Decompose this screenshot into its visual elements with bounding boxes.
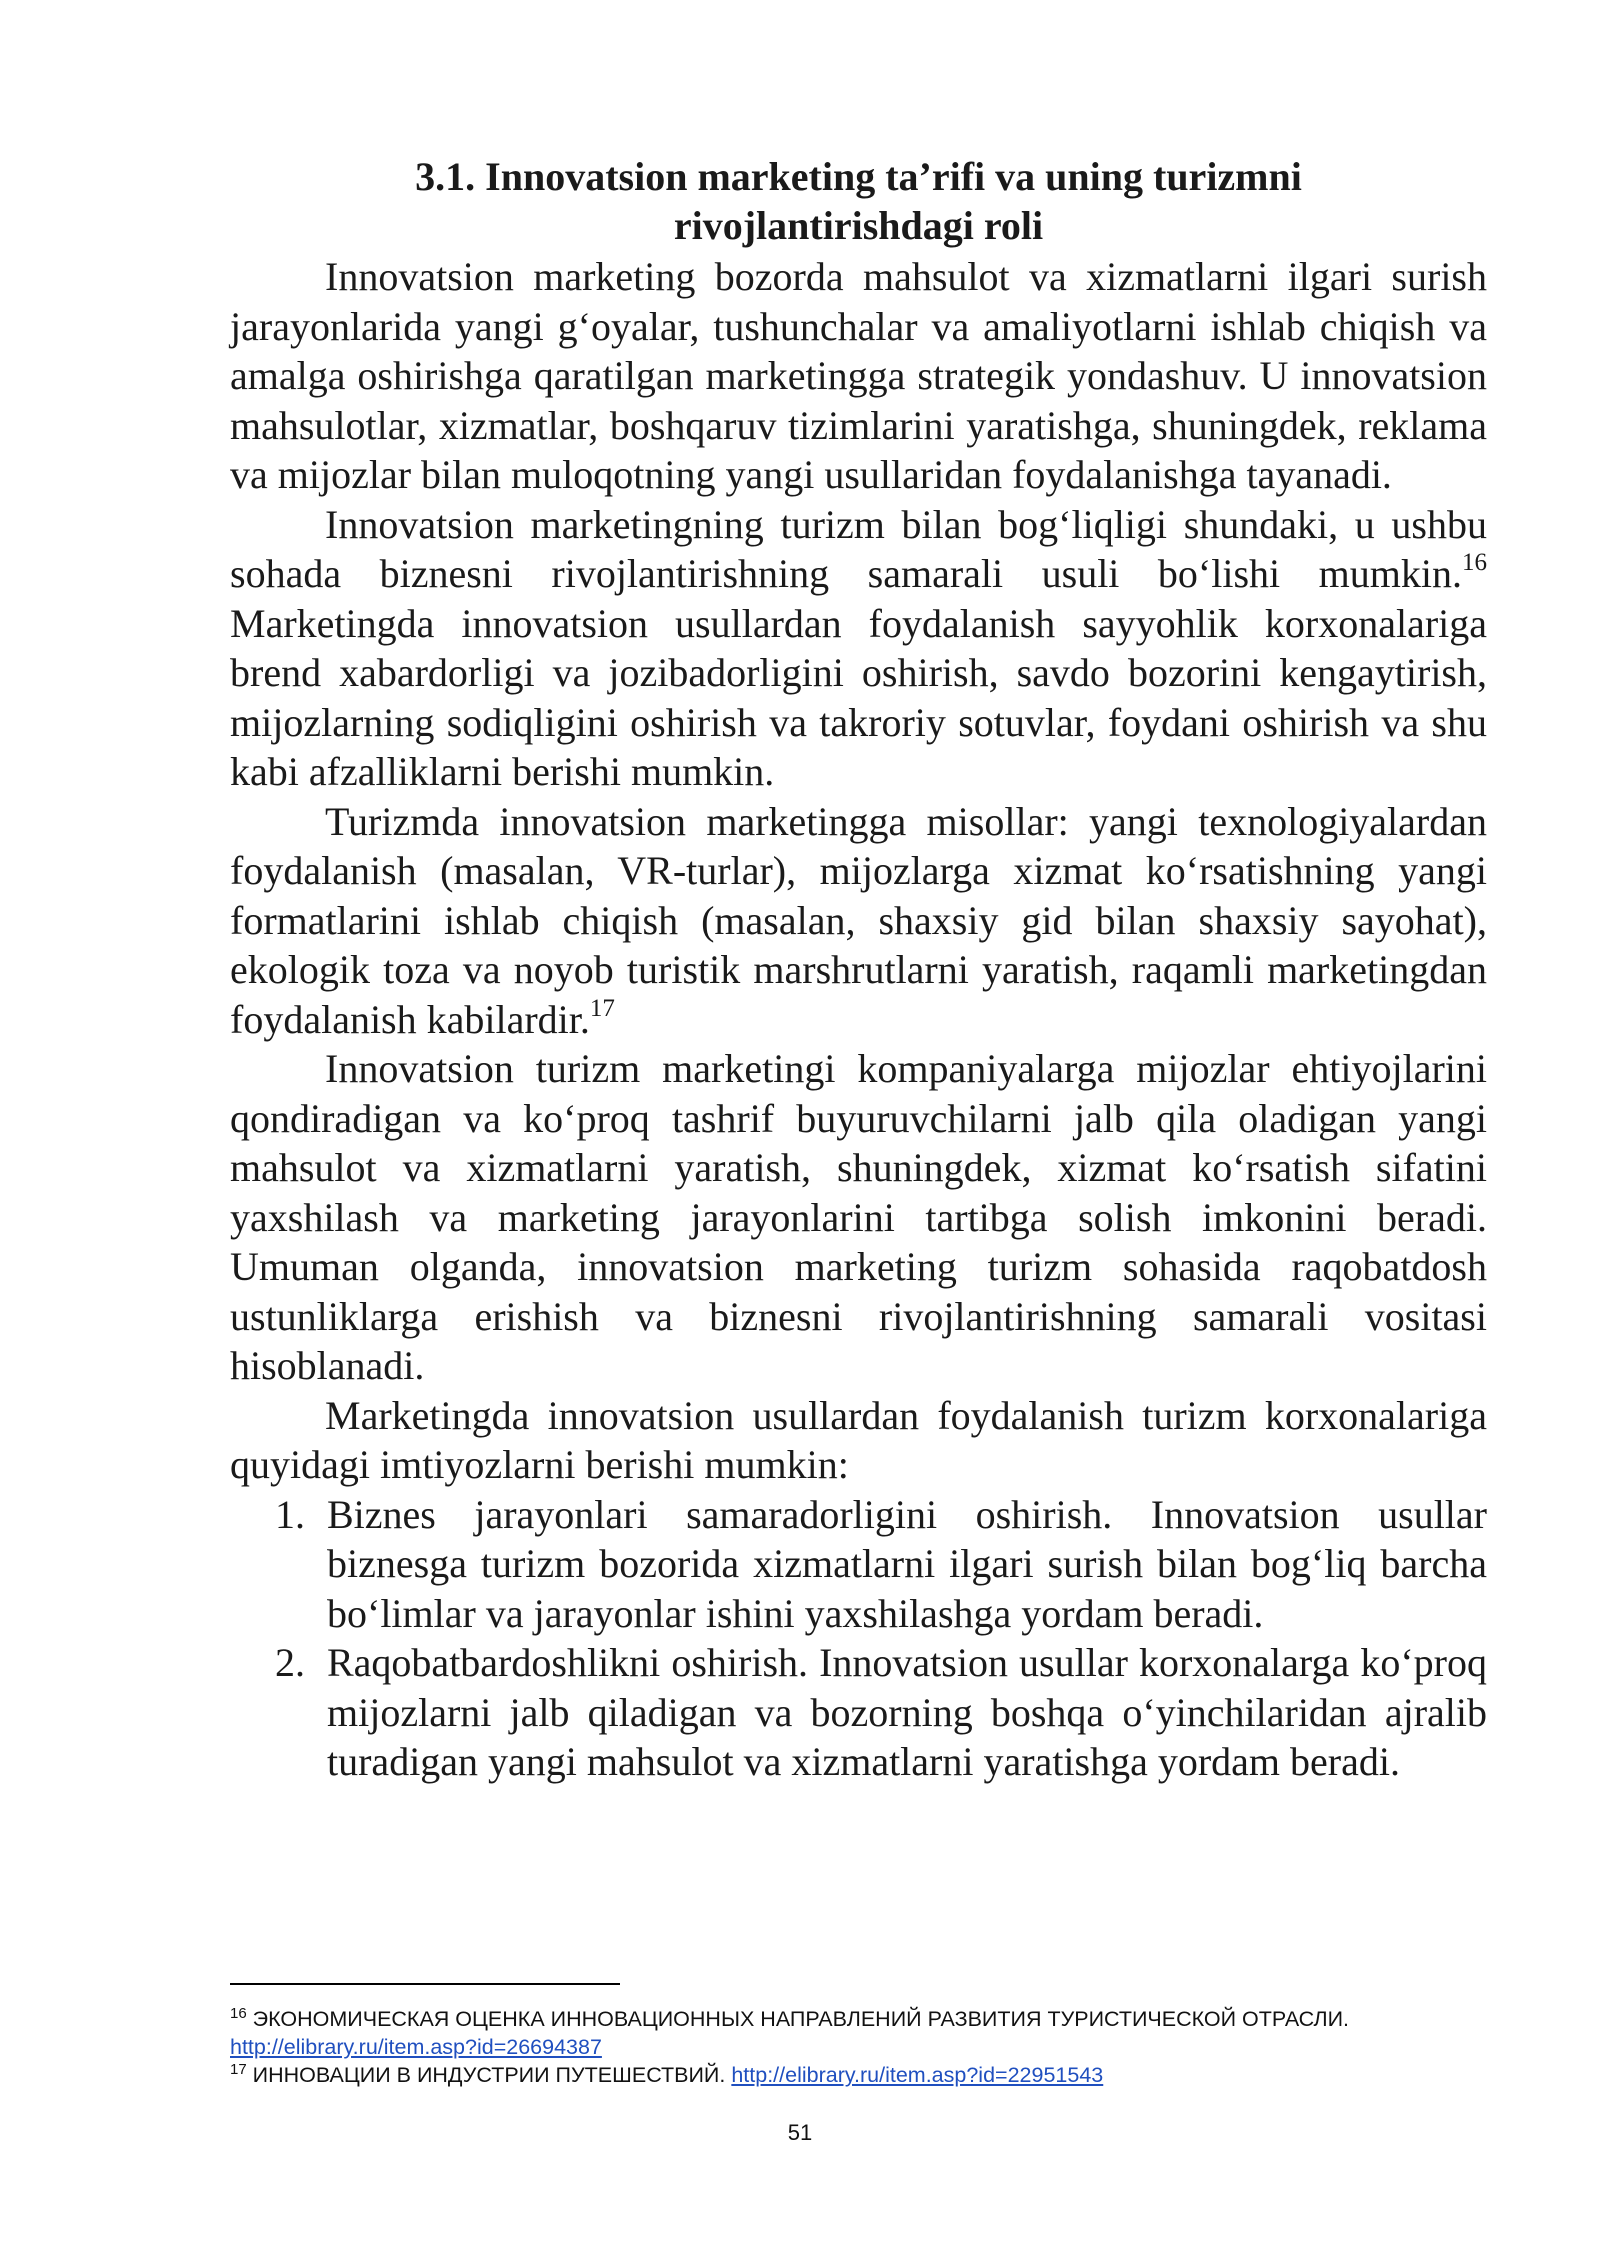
- paragraph-company-benefits: Innovatsion turizm marketingi kompaniyalarga mijozlar ehtiyojlarini qondiradigan va ko‘proq tashrif buyuruvchilarni jalb qila oladigan yangi mahsulot va xizmatlarni yaratish, shuningdek, xizmat ko‘rsatish sifatini yaxshilash va marketing jarayonlarini tartibga solish imkonini beradi. Umuman olganda, innovatsion marketing turizm sohasida raqobatdosh ustunliklarga erishish va biznesni rivojlantirishning samarali vositasi hisoblanadi.: [230, 1046, 1487, 1388]
- footnotes: [230, 1983, 1487, 2089]
- footnote-number: 17: [230, 2061, 247, 2078]
- footnote-ref-16[interactable]: 16: [1462, 549, 1487, 576]
- footnote-number: 16: [230, 2005, 247, 2022]
- paragraph-tourism-link-text-a: Innovatsion marketingning turizm bilan bog‘liqligi shundaki, u ushbu sohada biznesni rivojlantirishning samarali usuli bo‘lishi mumkin.: [230, 501, 1487, 596]
- paragraph-definition: Innovatsion marketing bozorda mahsulot va xizmatlarni ilgari surish jarayonlarida yangi g‘oyalar, tushunchalar va amaliyotlarni ishlab chiqish va amalga oshirishga qaratilgan marketingga strategik yondashuv. U innovatsion mahsulotlar, xizmatlar, boshqaruv tizimlarini yaratishga, shuningdek, reklama va mijozlar bilan muloqotning yangi usullaridan foydalanishga tayanadi.: [230, 254, 1487, 497]
- footnote-link[interactable]: http://elibrary.ru/item.asp?id=26694387: [230, 2035, 602, 2059]
- list-item-number: 1.: [275, 1491, 305, 1537]
- paragraph-benefits-intro: Marketingda innovatsion usullardan foydalanish turizm korxonalariga quyidagi imtiyozlarni berishi mumkin:: [230, 1392, 1487, 1487]
- paragraph-tourism-link-text-b: Marketingda innovatsion usullardan foydalanish sayyohlik korxonalariga brend xabardorligi va jozibadorligini oshirish, savdo bozorini kengaytirish, mijozlarning sodiqligini oshirish va takroriy sotuvlar, foydani oshirish va shu kabi afzalliklarni berishi mumkin.: [230, 600, 1487, 794]
- list-item: [230, 1490, 1487, 1639]
- paragraph-examples-text: Turizmda innovatsion marketingga misollar: yangi texnologiyalardan foydalanish (masalan, VR-turlar), mijozlarga xizmat ko‘rsatishning yangi formatlarini ishlab chiqish (masalan, shaxsiy gid bilan shaxsiy sayohat), ekologik toza va noyob turistik marshrutlarni yaratish, raqamli marketingdan foydalanish kabilardir.: [230, 798, 1487, 1042]
- footnote-16: [230, 2005, 1487, 2061]
- paragraph-examples: [230, 797, 1487, 1045]
- list-item-text: Biznes jarayonlari samaradorligini oshirish. Innovatsion usullar biznesga turizm bozorida xizmatlarni ilgari surish bilan bog‘liq barcha bo‘limlar va jarayonlar ishini yaxshilashga yordam beradi.: [327, 1491, 1487, 1636]
- section-heading-line-1: 3.1. Innovatsion marketing ta’rifi va uning turizmni: [415, 154, 1302, 199]
- list-item-text: Raqobatbardoshlikni oshirish. Innovatsion usullar korxonalarga ko‘proq mijozlarni jalb qiladigan va bozorning boshqa o‘yinchilaridan ajralib turadigan yangi mahsulot va xizmatlarni yaratishga yordam beradi.: [327, 1640, 1487, 1784]
- section-heading: [230, 152, 1487, 250]
- paragraph-tourism-link: [230, 500, 1487, 797]
- list-item: [230, 1638, 1487, 1787]
- page-number: 51: [787, 2120, 813, 2145]
- footnote-divider: [230, 1983, 620, 1985]
- main-content: [230, 152, 1487, 1787]
- list-item-number: 2.: [275, 1640, 305, 1685]
- footnote-link[interactable]: http://elibrary.ru/item.asp?id=22951543: [731, 2063, 1104, 2087]
- footnote-ref-17[interactable]: 17: [589, 994, 615, 1022]
- footnote-text: ЭКОНОМИЧЕСКАЯ ОЦЕНКА ИННОВАЦИОННЫХ НАПРАВЛЕНИЙ РАЗВИТИЯ ТУРИСТИЧЕСКОЙ ОТРАСЛИ.: [246, 2007, 1350, 2031]
- benefits-list: [230, 1490, 1487, 1787]
- footnote-text: ИННОВАЦИИ В ИНДУСТРИИ ПУТЕШЕСТВИЙ.: [246, 2063, 732, 2087]
- section-heading-line-2: rivojlantirishdagi roli: [673, 203, 1044, 248]
- footnote-17: [230, 2061, 1487, 2089]
